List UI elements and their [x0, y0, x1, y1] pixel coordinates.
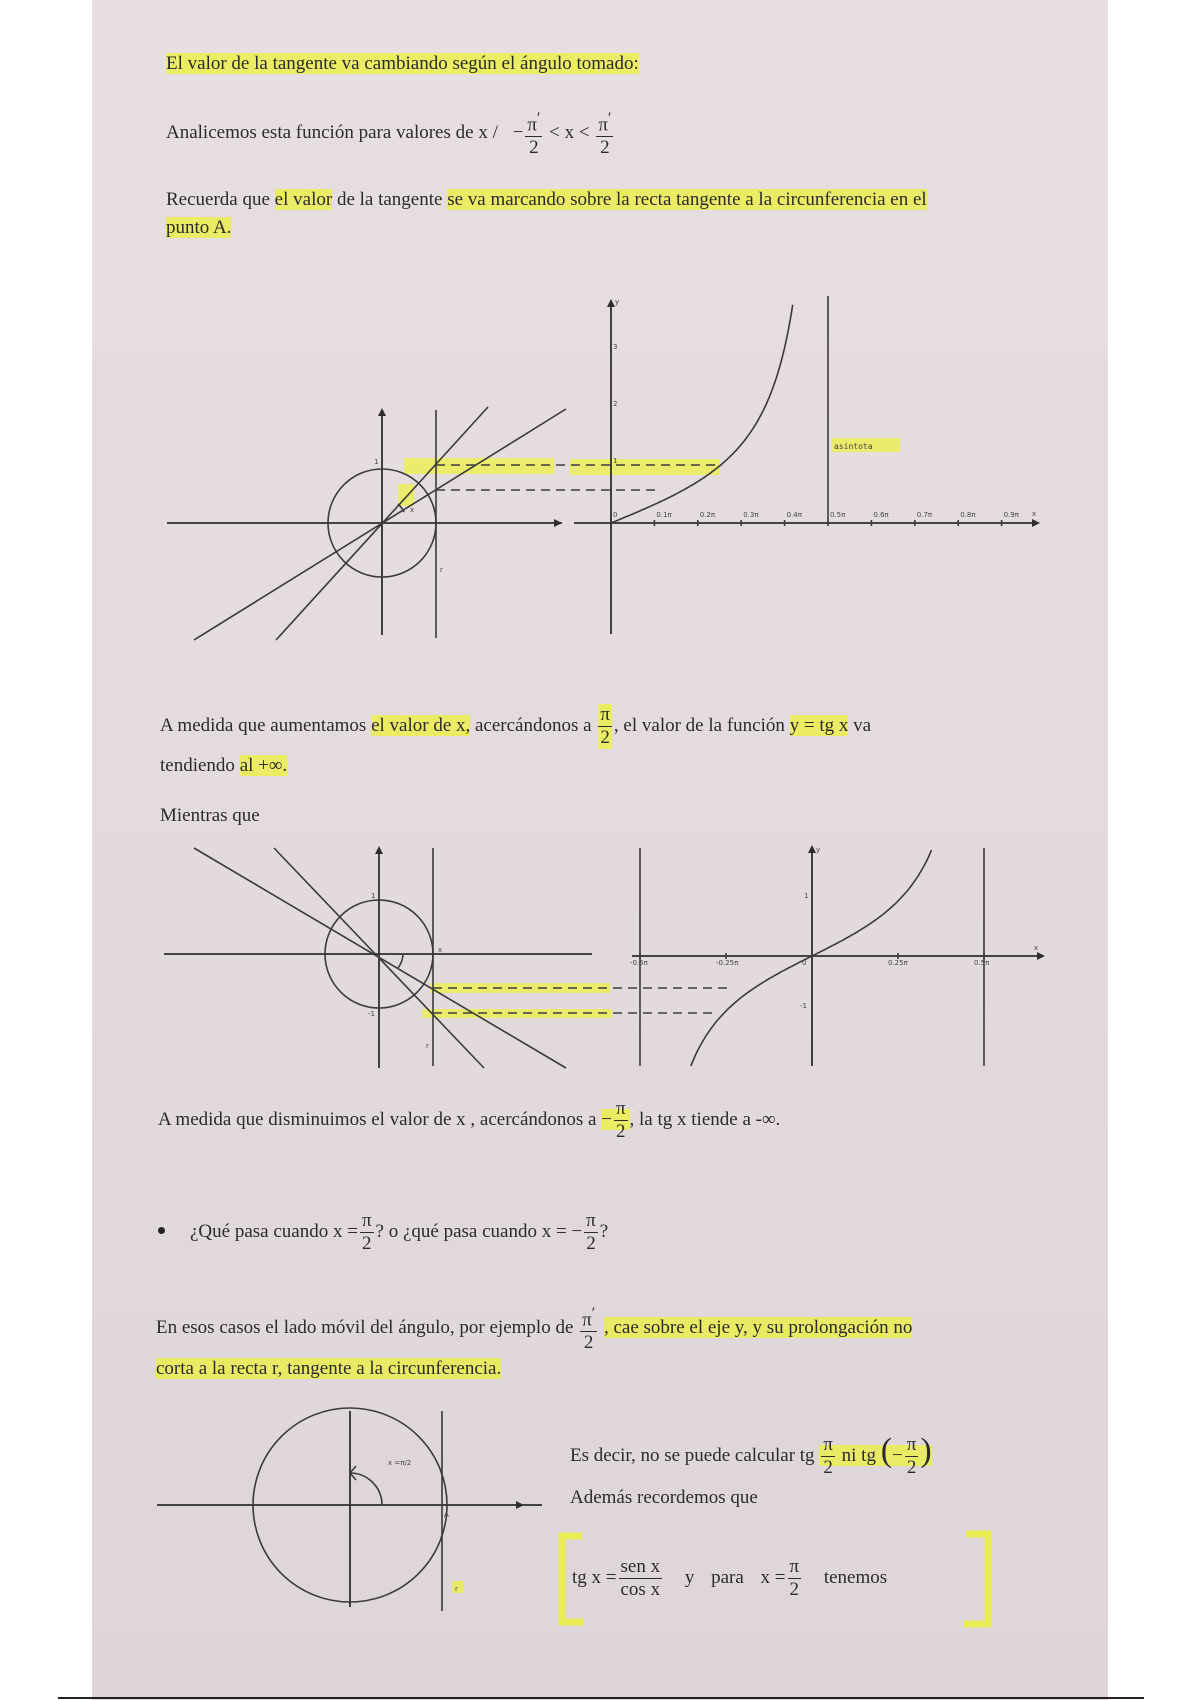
fraction-pi-half: [788, 1556, 802, 1601]
denominator: 2: [789, 1579, 800, 1600]
decrease-b: , la tg x tiende a -∞.: [629, 1108, 781, 1130]
intro-text: El valor de la tangente va cambiando según el ángulo tomado:: [166, 53, 639, 74]
recall2-text: Además recordemos que: [570, 1487, 758, 1508]
x-tick-label: 0.7π: [916, 511, 933, 519]
x-tick-label: 0.1π: [656, 511, 672, 519]
x-tick-label: 0: [613, 511, 618, 519]
question-a: ¿Qué pasa cuando: [190, 1220, 329, 1242]
paragraph-decrease: [158, 1098, 780, 1143]
highlight-band: [570, 459, 720, 475]
recall-e: punto A.: [166, 217, 232, 238]
scanned-page: [92, 0, 1108, 1700]
circle-label-one: 1: [371, 892, 376, 900]
fraction-sin-cos: [619, 1556, 663, 1601]
while-text: Mientras que: [160, 805, 260, 826]
formula-b: y: [684, 1566, 695, 1588]
numerator: π: [789, 1556, 800, 1577]
axis-label-y: y: [615, 298, 620, 306]
circle-label-r: r: [440, 566, 443, 574]
arrow-icon: [378, 408, 386, 416]
cases-b: , cae sobre el eje y, y su prolongación no: [603, 1317, 913, 1339]
prime-mark: ′: [607, 110, 612, 127]
point-label-a: A: [444, 1511, 449, 1519]
arrow-icon: [1037, 952, 1045, 960]
arrow-icon: [1032, 519, 1040, 527]
increase-b: el valor de x,: [371, 714, 471, 736]
fraction-pi-half: [614, 1098, 628, 1143]
axis-label-x: x: [1034, 944, 1039, 952]
fraction-pi-half: [905, 1434, 919, 1479]
axis-label-x: x: [1032, 510, 1037, 518]
x-tick-label: 0.2π: [699, 511, 716, 519]
inequality: < x <: [549, 122, 590, 144]
recall-d: se va marcando sobre la recta tangente a la circunferencia en el: [447, 189, 927, 210]
x-tick-label: 0.5π: [830, 511, 846, 519]
formula-d: x =: [760, 1566, 786, 1588]
numerator: π: [582, 1309, 592, 1331]
fraction-pi-half: [580, 1303, 597, 1354]
increase-h: al +∞.: [239, 755, 288, 776]
cases-c: corta a la recta r, tangente a la circunferencia.: [156, 1358, 502, 1379]
x-tick-label: 0.3π: [743, 511, 759, 519]
increase-g: tendiendo: [160, 755, 235, 776]
numerator: π: [615, 1098, 626, 1119]
increase-e: y = tg x: [789, 714, 849, 736]
fraction-pi-half: [584, 1210, 598, 1255]
y-tick-2: 2: [613, 400, 618, 408]
increase-d: , el valor de la función: [613, 714, 785, 736]
arrow-icon: [516, 1501, 524, 1509]
circle-label-one: 1: [374, 458, 379, 466]
question-d: x = −: [541, 1220, 583, 1242]
minus-sign: −: [892, 1444, 903, 1466]
numerator: π: [600, 704, 610, 725]
recall-c: de la tangente: [336, 189, 443, 210]
circle-label-r: r: [426, 1042, 429, 1050]
x-tick-label: 0: [802, 959, 807, 967]
paragraph-cases: [156, 1303, 912, 1354]
angle-arc: [398, 954, 403, 968]
x-tick-label: -0.25π: [716, 959, 739, 967]
increase-c: acercándonos a: [475, 714, 592, 736]
paragraph-cannot: [570, 1431, 932, 1479]
denominator: cos x: [620, 1579, 661, 1600]
recall-a: Recuerda que: [166, 189, 270, 210]
minus-sign: −: [512, 122, 524, 144]
denominator: 2: [586, 1233, 596, 1254]
cannot-highlight: [819, 1431, 932, 1478]
bullet-dot: [158, 1227, 165, 1234]
fraction-pi-half: [596, 108, 613, 159]
recall-b: el valor: [274, 189, 333, 210]
question-e: ?: [599, 1220, 609, 1242]
angle-label: x =π/2: [388, 1459, 412, 1467]
y-tick-1: 1: [804, 892, 809, 900]
x-tick-label: 0.8π: [960, 511, 976, 519]
paragraph-increase: [160, 704, 871, 749]
increase-a: A medida que aumentamos: [160, 714, 367, 736]
paragraph-recall-line2: [166, 216, 231, 240]
axis-label-y: y: [816, 846, 821, 854]
fraction-pi-half: [821, 1434, 835, 1479]
y-tick-1: 1: [613, 457, 618, 465]
x-tick-label: -0.5π: [630, 959, 648, 967]
paragraph-intro: [166, 52, 639, 76]
paragraph-recall: [166, 188, 927, 212]
paragraph-recall2: [570, 1486, 758, 1510]
decrease-minus-pi-half: [601, 1098, 629, 1142]
question-c: ? o ¿qué pasa cuando: [375, 1220, 537, 1242]
x-tick-label: 0.9π: [1003, 511, 1019, 519]
tangent-graph-positive: [92, 280, 1108, 650]
y-tick-3: 3: [613, 343, 618, 351]
y-tick-minus-1: -1: [800, 1002, 807, 1010]
radius-line: [194, 409, 566, 640]
x-tick-label: 0.5π: [974, 959, 990, 967]
highlight-bracket-right: [964, 1534, 988, 1624]
highlight-band: [452, 1581, 464, 1593]
increase-f: va: [853, 714, 872, 736]
x-tick-label: 0.25π: [888, 959, 908, 967]
denominator: 2: [615, 1121, 626, 1142]
circle-label-x: x: [410, 506, 415, 514]
formula-a: tg x =: [572, 1566, 617, 1588]
x-tick-labels: [630, 953, 990, 967]
highlight-band: [404, 458, 554, 474]
fraction-pi-half: [598, 704, 612, 749]
x-tick-label: 0.6π: [873, 511, 889, 519]
cases-a: En esos casos el lado móvil del ángulo, por ejemplo de: [156, 1317, 574, 1339]
fraction-pi-half: [360, 1210, 374, 1255]
denominator: 2: [823, 1457, 833, 1478]
tangent-graph-negative: [92, 838, 1108, 1078]
denominator: 2: [361, 1233, 372, 1254]
numerator: π: [361, 1210, 372, 1231]
x-tick-label: 0.4π: [786, 511, 802, 519]
asymptote-label: asíntota: [834, 442, 873, 451]
domain-text: Analicemos esta función para valores de x /: [166, 122, 498, 144]
minus-sign: −: [601, 1108, 612, 1130]
circle-label-minus-one: -1: [368, 1010, 375, 1018]
pi-symbol: π: [527, 114, 537, 136]
paragraph-increase-line2: [160, 754, 287, 778]
numerator: sen x: [620, 1556, 661, 1577]
prime-mark: ′: [591, 1305, 596, 1322]
decrease-a: A medida que disminuimos el valor de x , acercándonos a: [158, 1108, 597, 1130]
paragraph-domain: [166, 108, 615, 159]
denominator: 2: [583, 1332, 594, 1354]
prime-mark: ′: [536, 110, 541, 127]
left-paren: (: [880, 1431, 893, 1469]
arrow-icon: [554, 519, 562, 527]
unit-circle-diagram: [92, 1405, 572, 1625]
paragraph-while: [160, 804, 260, 828]
denominator: 2: [600, 727, 610, 748]
numerator: π: [586, 1210, 596, 1231]
denominator: 2: [600, 137, 610, 159]
circle-label-x: x: [438, 946, 443, 954]
fraction-minus-pi-half: [525, 108, 542, 159]
line-label-r: r: [455, 1585, 458, 1593]
formula-e: tenemos: [823, 1566, 888, 1588]
cannot-b: ni tg: [841, 1444, 876, 1466]
pi-symbol: π: [598, 114, 608, 136]
page-bottom-rule: [58, 1697, 1144, 1699]
denominator: 2: [529, 137, 539, 159]
question-b: x =: [332, 1220, 358, 1242]
formula-c: para: [711, 1566, 744, 1588]
paragraph-formula: [572, 1556, 887, 1601]
arrow-icon: [808, 845, 816, 853]
right-paren: ): [920, 1431, 932, 1469]
arrow-icon: [607, 299, 615, 307]
numerator: π: [823, 1434, 833, 1455]
arrow-icon: [375, 846, 383, 854]
cannot-a: Es decir, no se puede calcular tg: [570, 1444, 815, 1466]
numerator: π: [906, 1434, 917, 1455]
denominator: 2: [906, 1457, 917, 1478]
paragraph-question: [190, 1210, 608, 1255]
paragraph-cases-line2: [156, 1357, 501, 1381]
